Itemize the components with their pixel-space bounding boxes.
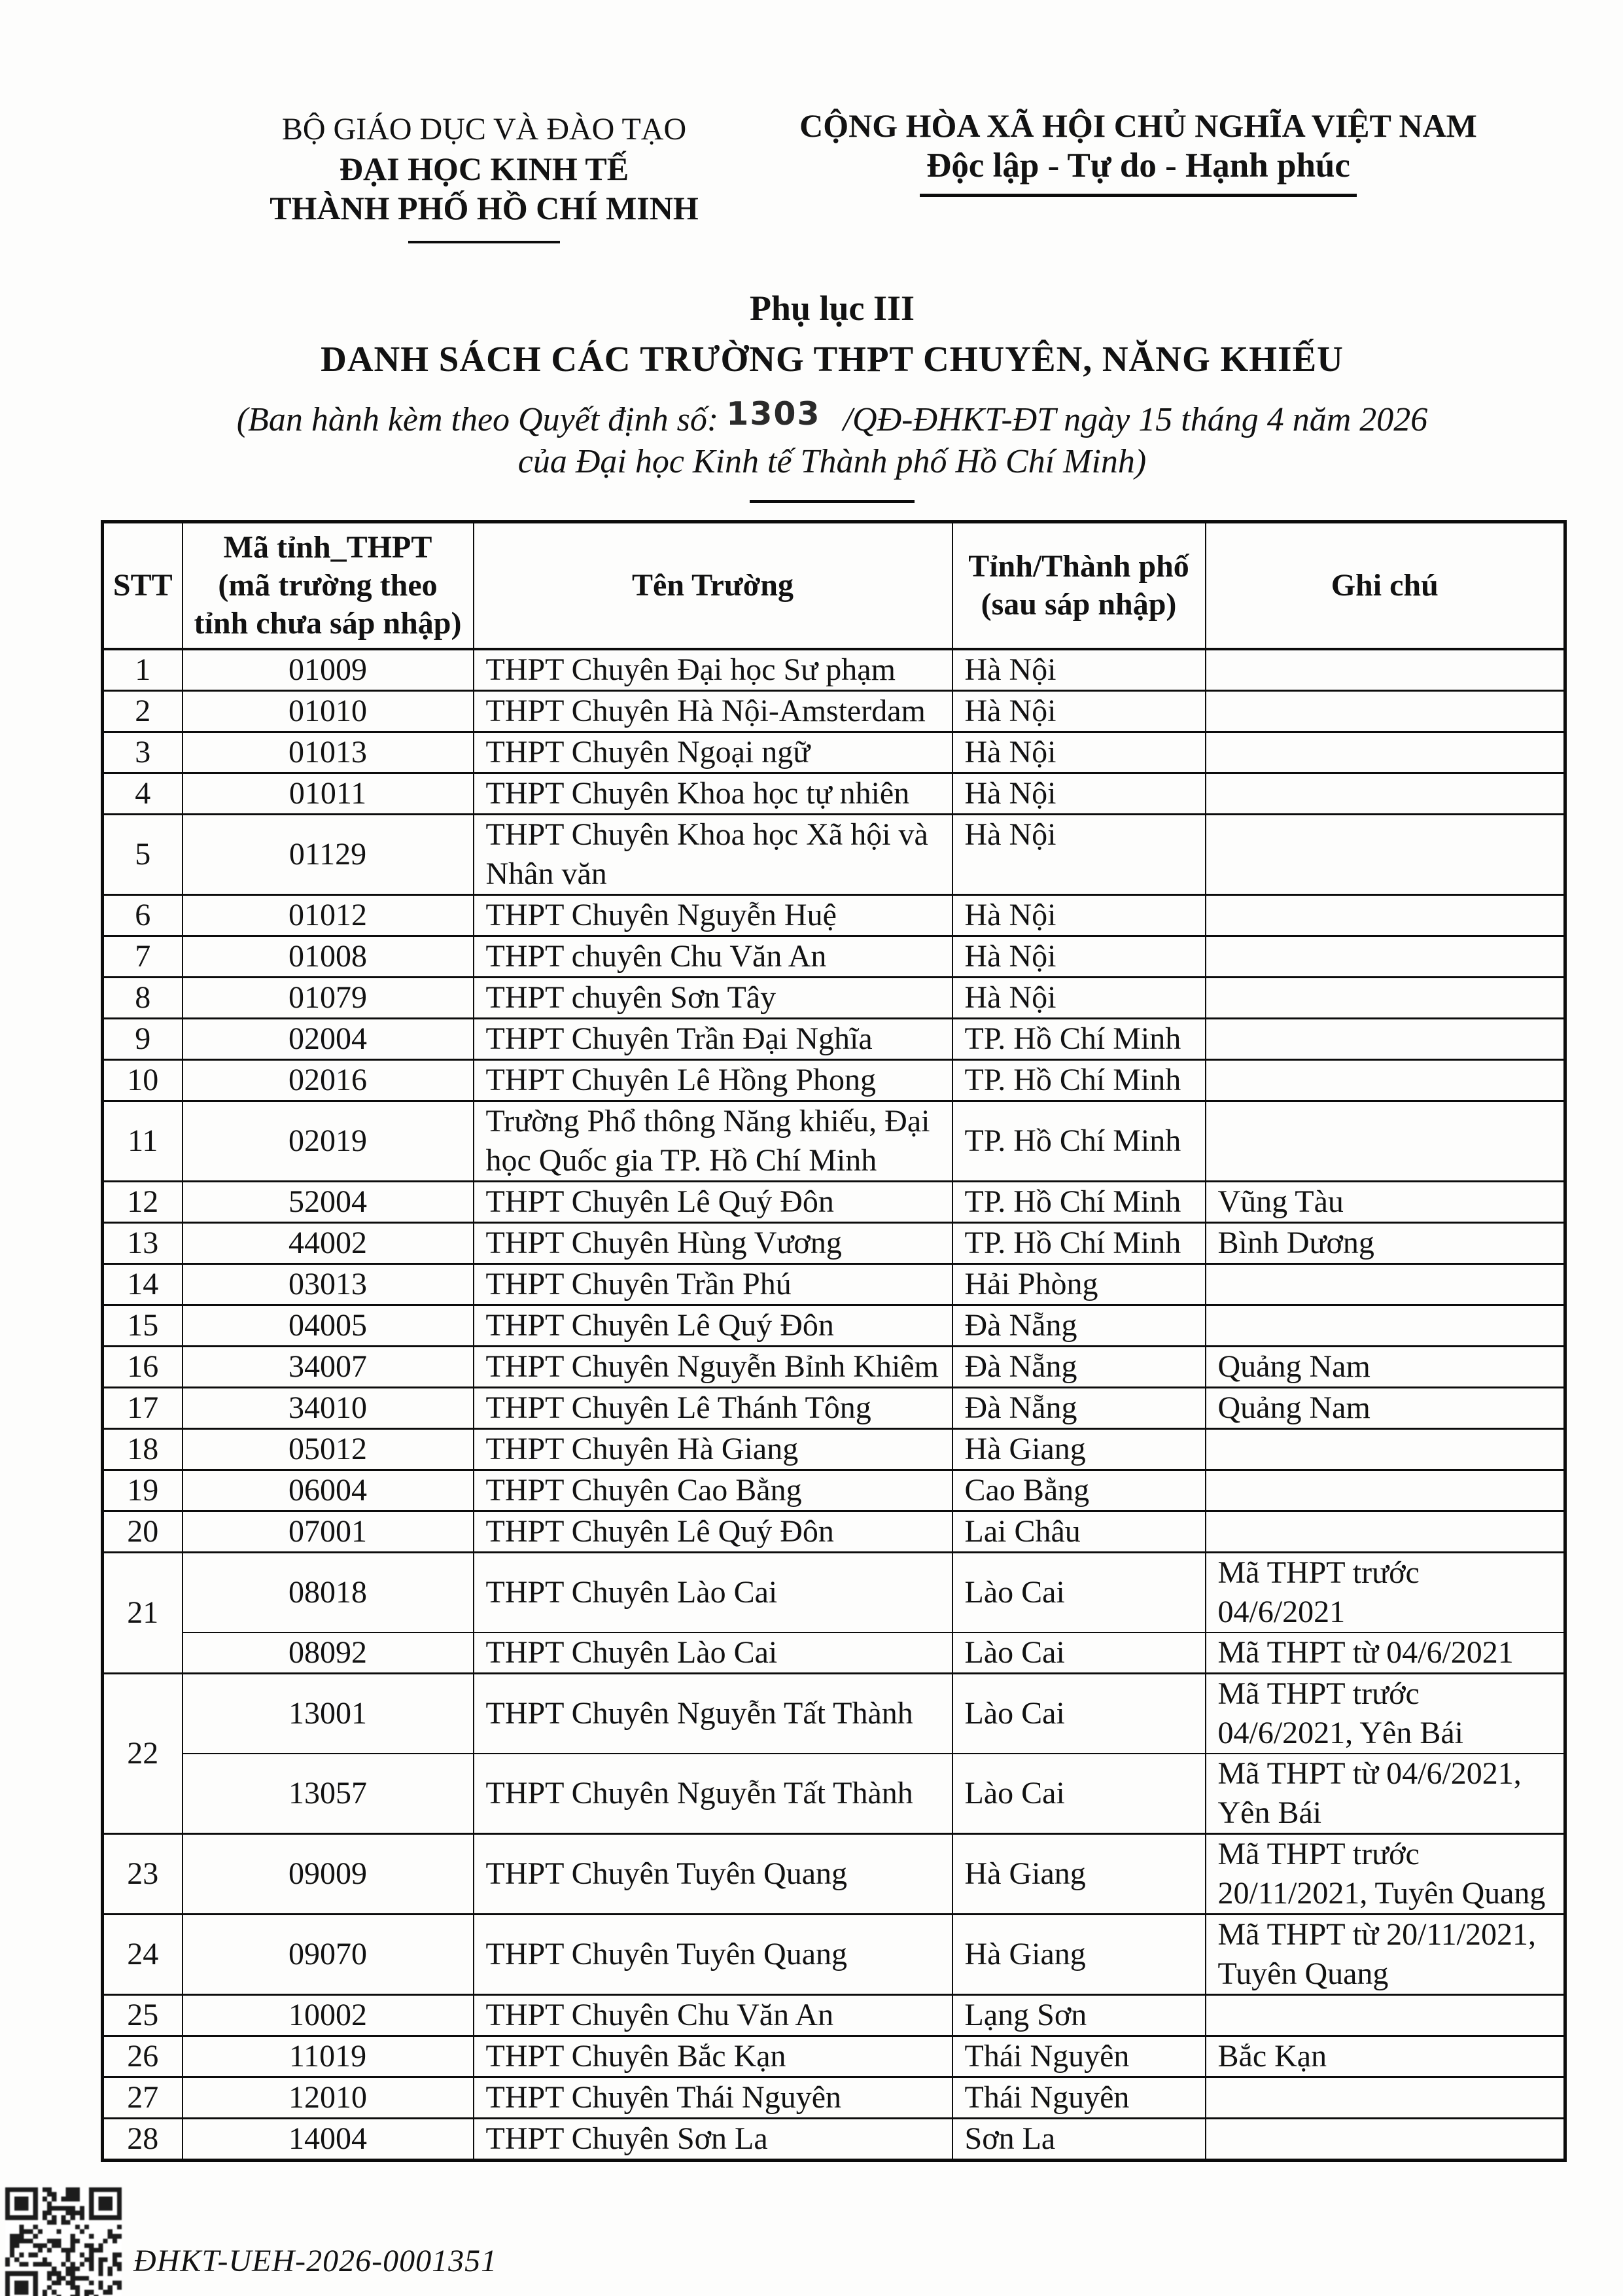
code-cell: 07001 [183,1511,474,1553]
province-cell: Hải Phòng [952,1264,1206,1305]
stt-cell: 14 [103,1264,183,1305]
school-name-cell: THPT Chuyên Lê Hồng Phong [474,1060,952,1101]
stt-cell: 4 [103,773,183,815]
school-name-cell: THPT Chuyên Lê Quý Đôn [474,1182,952,1223]
code-cell: 08018 [183,1553,474,1633]
stt-cell: 16 [103,1347,183,1388]
stt-cell: 13 [103,1223,183,1264]
province-cell: Lai Châu [952,1511,1206,1553]
school-name-cell: THPT Chuyên Bắc Kạn [474,2036,952,2077]
table-row [103,1264,1565,1305]
code-cell: 09009 [183,1834,474,1915]
qr-code-icon [5,2187,122,2296]
issuance-post: /QĐ-ĐHKT-ĐT ngày 15 tháng 4 năm 2026 [843,401,1428,438]
header-code-line: (mã trường theo [218,568,438,603]
province-cell: Hà Giang [952,1834,1206,1915]
appendix-label: Phụ lục III [749,289,915,328]
code-cell: 06004 [183,1470,474,1511]
code-cell: 52004 [183,1182,474,1223]
note-cell [1206,1305,1565,1347]
province-cell: Hà Nội [952,815,1206,895]
note-cell [1206,649,1565,691]
province-cell: Hà Nội [952,649,1206,691]
note-cell [1206,773,1565,815]
code-cell: 05012 [183,1429,474,1470]
note-cell: Mã THPT trước 04/6/2021, Yên Bái [1206,1674,1565,1754]
table-row [103,1019,1565,1060]
note-cell [1206,1060,1565,1101]
code-cell: 09070 [183,1915,474,1995]
note-cell [1206,691,1565,732]
stt-cell: 7 [103,936,183,978]
province-cell: Hà Nội [952,895,1206,936]
table-row [103,895,1565,936]
province-cell: Lào Cai [952,1754,1206,1834]
note-cell [1206,732,1565,773]
table-row [103,649,1565,691]
stt-cell: 8 [103,978,183,1019]
stt-cell: 27 [103,2077,183,2119]
stt-cell: 19 [103,1470,183,1511]
code-cell: 13001 [183,1674,474,1754]
province-cell: Đà Nẵng [952,1347,1206,1388]
table-row [103,1915,1565,1995]
note-cell [1206,1429,1565,1470]
code-cell: 13057 [183,1754,474,1834]
code-cell: 01129 [183,815,474,895]
school-name-cell: THPT chuyên Chu Văn An [474,936,952,978]
stt-cell: 5 [103,815,183,895]
note-cell [1206,1101,1565,1182]
table-row [103,1511,1565,1553]
province-cell: Lào Cai [952,1633,1206,1674]
table-row [103,2036,1565,2077]
page-title: DANH SÁCH CÁC TRƯỜNG THPT CHUYÊN, NĂNG KHIẾU [321,339,1344,379]
province-cell: Hà Nội [952,936,1206,978]
republic-name: CỘNG HÒA XÃ HỘI CHỦ NGHĨA VIỆT NAM [799,107,1477,144]
header-stt: STT [103,522,183,650]
stt-cell: 9 [103,1019,183,1060]
issuance-pre: (Ban hành kèm theo Quyết định số: [236,401,719,438]
province-cell: TP. Hồ Chí Minh [952,1019,1206,1060]
note-cell [1206,2077,1565,2119]
note-cell [1206,895,1565,936]
school-name-cell: THPT Chuyên Hùng Vương [474,1223,952,1264]
code-cell: 03013 [183,1264,474,1305]
code-cell: 10002 [183,1995,474,2036]
note-cell [1206,978,1565,1019]
school-name-cell: THPT Chuyên Hà Giang [474,1429,952,1470]
code-cell: 01011 [183,773,474,815]
table-row [103,1060,1565,1101]
note-cell: Mã THPT từ 20/11/2021, Tuyên Quang [1206,1915,1565,1995]
header-province-line: Tỉnh/Thành phố [968,549,1189,584]
university-name-line1: ĐẠI HỌC KINH TẾ [339,150,629,187]
note-cell: Mã THPT trước 04/6/2021 [1206,1553,1565,1633]
document-code: ĐHKT-UEH-2026-0001351 [133,2244,498,2278]
header-code-line: tỉnh chưa sáp nhập) [194,606,462,641]
code-cell: 11019 [183,2036,474,2077]
note-cell [1206,2119,1565,2161]
code-cell: 01009 [183,649,474,691]
code-cell: 01012 [183,895,474,936]
note-cell: Quảng Nam [1206,1347,1565,1388]
code-cell: 34010 [183,1388,474,1429]
table-header-row [103,522,1565,650]
header-province [952,522,1206,650]
stt-cell: 18 [103,1429,183,1470]
school-name-cell: THPT Chuyên Khoa học tự nhiên [474,773,952,815]
note-cell [1206,936,1565,978]
table-row [103,691,1565,732]
school-name-cell: THPT chuyên Sơn Tây [474,978,952,1019]
ministry-name: BỘ GIÁO DỤC VÀ ĐÀO TẠO [281,112,687,147]
code-cell: 01010 [183,691,474,732]
stt-cell: 3 [103,732,183,773]
province-cell: Hà Nội [952,773,1206,815]
stt-cell: 2 [103,691,183,732]
stt-cell: 28 [103,2119,183,2161]
school-name-cell: THPT Chuyên Chu Văn An [474,1995,952,2036]
province-cell: TP. Hồ Chí Minh [952,1182,1206,1223]
school-name-cell: THPT Chuyên Lê Quý Đôn [474,1511,952,1553]
province-cell: Hà Nội [952,691,1206,732]
table-row [103,936,1565,978]
table-row [103,1101,1565,1182]
note-cell: Bình Dương [1206,1223,1565,1264]
note-cell: Bắc Kạn [1206,2036,1565,2077]
school-name-cell: THPT Chuyên Trần Đại Nghĩa [474,1019,952,1060]
note-cell: Mã THPT từ 04/6/2021 [1206,1633,1565,1674]
national-motto: Độc lập - Tự do - Hạnh phúc [926,147,1350,185]
decision-number: 1303 [726,395,821,433]
school-name-cell: THPT Chuyên Trần Phú [474,1264,952,1305]
table-row [103,1429,1565,1470]
left-header-underline [408,241,560,243]
province-cell: Thái Nguyên [952,2077,1206,2119]
stt-cell: 23 [103,1834,183,1915]
stt-cell: 6 [103,895,183,936]
note-cell [1206,1995,1565,2036]
code-cell: 02016 [183,1060,474,1101]
title-divider [750,500,915,503]
issuance-line [101,395,1563,441]
table-row [103,732,1565,773]
table-row [103,2077,1565,2119]
note-cell: Mã THPT trước 20/11/2021, Tuyên Quang [1206,1834,1565,1915]
stt-cell: 11 [103,1101,183,1182]
code-cell: 01079 [183,978,474,1019]
school-name-cell: THPT Chuyên Tuyên Quang [474,1834,952,1915]
school-name-cell: THPT Chuyên Nguyễn Huệ [474,895,952,936]
school-name-cell: THPT Chuyên Thái Nguyên [474,2077,952,2119]
table-row [103,1470,1565,1511]
table-row [103,1182,1565,1223]
table-row [103,815,1565,895]
code-cell: 12010 [183,2077,474,2119]
stt-cell: 24 [103,1915,183,1995]
table-row [103,1347,1565,1388]
school-name-cell: THPT Chuyên Ngoại ngữ [474,732,952,773]
header-code-line: Mã tỉnh_THPT [223,530,432,565]
stt-cell: 15 [103,1305,183,1347]
table-row [103,1674,1565,1754]
header-code [183,522,474,650]
code-cell: 01013 [183,732,474,773]
stt-cell: 10 [103,1060,183,1101]
schools-table [101,520,1567,2162]
header-name: Tên Trường [474,522,952,650]
table-row [103,1834,1565,1915]
university-name-line2: THÀNH PHỐ HỒ CHÍ MINH [270,190,699,226]
school-name-cell: THPT Chuyên Lào Cai [474,1553,952,1633]
school-name-cell: THPT Chuyên Nguyễn Tất Thành [474,1674,952,1754]
issuance-line2: của Đại học Kinh tế Thành phố Hồ Chí Minh) [517,443,1147,480]
province-cell: Thái Nguyên [952,2036,1206,2077]
table-row [103,1553,1565,1633]
stt-cell: 26 [103,2036,183,2077]
code-cell: 14004 [183,2119,474,2161]
note-cell: Mã THPT từ 04/6/2021, Yên Bái [1206,1754,1565,1834]
title-block [101,287,1563,503]
code-cell: 02019 [183,1101,474,1182]
stt-cell: 21 [103,1553,183,1674]
stt-cell: 20 [103,1511,183,1553]
header-province-line: (sau sáp nhập) [981,587,1177,622]
province-cell: Hà Giang [952,1429,1206,1470]
national-header-block [778,106,1498,197]
province-cell: Hà Giang [952,1915,1206,1995]
stt-cell: 25 [103,1995,183,2036]
school-name-cell: THPT Chuyên Khoa học Xã hội và Nhân văn [474,815,952,895]
note-cell [1206,815,1565,895]
school-name-cell: THPT Chuyên Hà Nội-Amsterdam [474,691,952,732]
code-cell: 34007 [183,1347,474,1388]
school-name-cell: THPT Chuyên Cao Bằng [474,1470,952,1511]
province-cell: Lào Cai [952,1553,1206,1633]
note-cell [1206,1511,1565,1553]
table-row [103,1388,1565,1429]
province-cell: Hà Nội [952,978,1206,1019]
province-cell: Đà Nẵng [952,1305,1206,1347]
code-cell: 08092 [183,1633,474,1674]
note-cell: Vũng Tàu [1206,1182,1565,1223]
table-row [103,1633,1565,1674]
note-cell [1206,1470,1565,1511]
school-name-cell: Trường Phổ thông Năng khiếu, Đại học Quốc gia TP. Hồ Chí Minh [474,1101,952,1182]
province-cell: Hà Nội [952,732,1206,773]
province-cell: Lạng Sơn [952,1995,1206,2036]
school-name-cell: THPT Chuyên Lê Thánh Tông [474,1388,952,1429]
school-name-cell: THPT Chuyên Lê Quý Đôn [474,1305,952,1347]
code-cell: 44002 [183,1223,474,1264]
province-cell: Cao Bằng [952,1470,1206,1511]
school-name-cell: THPT Chuyên Lào Cai [474,1633,952,1674]
issuing-agency-block [216,110,752,243]
province-cell: Sơn La [952,2119,1206,2161]
province-cell: Đà Nẵng [952,1388,1206,1429]
note-cell: Quảng Nam [1206,1388,1565,1429]
code-cell: 04005 [183,1305,474,1347]
province-cell: TP. Hồ Chí Minh [952,1060,1206,1101]
table-row [103,978,1565,1019]
stt-cell: 17 [103,1388,183,1429]
note-cell [1206,1264,1565,1305]
province-cell: Lào Cai [952,1674,1206,1754]
school-name-cell: THPT Chuyên Tuyên Quang [474,1915,952,1995]
province-cell: TP. Hồ Chí Minh [952,1223,1206,1264]
stt-cell: 1 [103,649,183,691]
table-row [103,1754,1565,1834]
code-cell: 01008 [183,936,474,978]
code-cell: 02004 [183,1019,474,1060]
school-name-cell: THPT Chuyên Nguyễn Bỉnh Khiêm [474,1347,952,1388]
table-row [103,773,1565,815]
stt-cell: 12 [103,1182,183,1223]
province-cell: TP. Hồ Chí Minh [952,1101,1206,1182]
note-cell [1206,1019,1565,1060]
school-name-cell: THPT Chuyên Đại học Sư phạm [474,649,952,691]
header-note: Ghi chú [1206,522,1565,650]
schools-table-body [103,649,1565,2161]
school-name-cell: THPT Chuyên Nguyễn Tất Thành [474,1754,952,1834]
stt-cell: 22 [103,1674,183,1834]
table-row [103,2119,1565,2161]
table-row [103,1223,1565,1264]
table-row [103,1995,1565,2036]
motto-underline [920,194,1357,197]
table-row [103,1305,1565,1347]
school-name-cell: THPT Chuyên Sơn La [474,2119,952,2161]
